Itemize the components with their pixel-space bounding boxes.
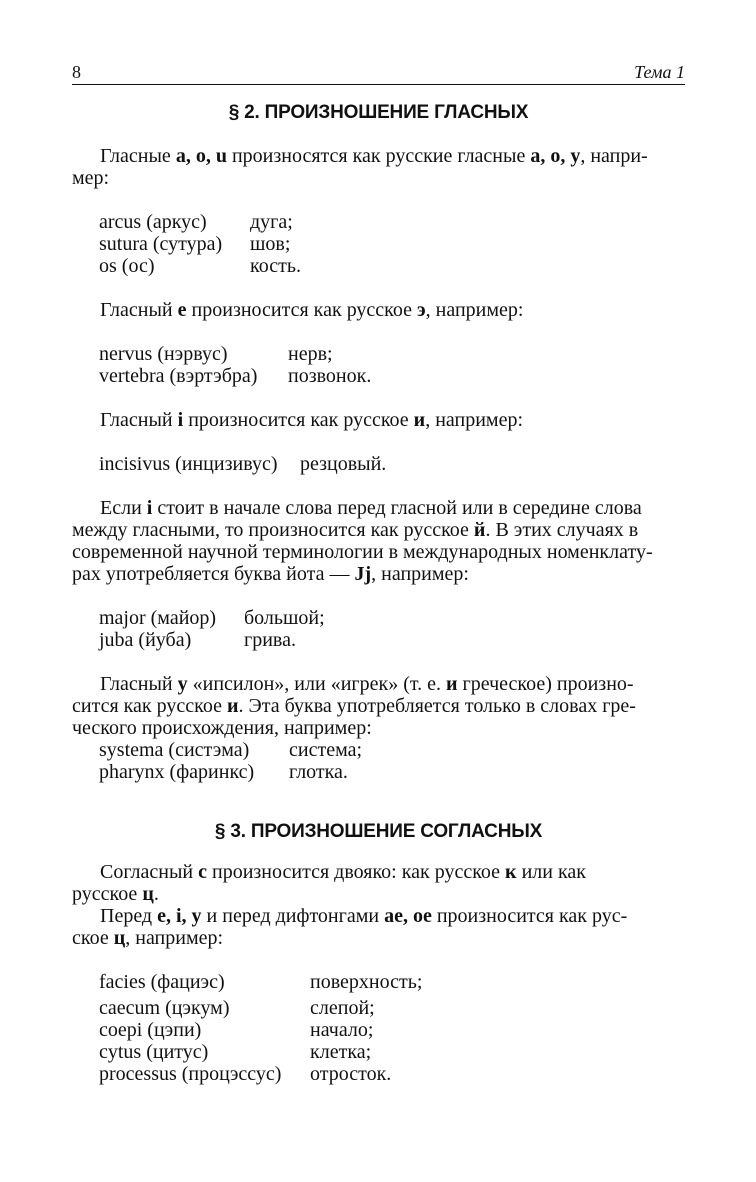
example-row: processus (процэссус) отросток. — [99, 1063, 392, 1085]
paragraph-vowel-y: Гласный y «ипсилон», или «игрек» (т. е. и греческое) произно- сится как русское и. Эта буква употребляется только в словах гре- ческого происхождения, например: — [72, 673, 636, 739]
example-row: nervus (нэрвус) нерв; — [99, 343, 333, 365]
paragraph-c-before-vowels: Перед e, i, y и перед дифтонгами ae, oe произносится как рус- ское ц, например: — [72, 905, 628, 949]
example-row: coepi (цэпи) начало; — [99, 1019, 374, 1041]
example-row: arcus (аркус) дуга; — [99, 211, 293, 233]
section-2-title: § 2. ПРОИЗНОШЕНИЕ ГЛАСНЫХ — [228, 102, 529, 123]
example-row: caecum (цэкум) слепой; — [99, 997, 375, 1019]
example-row: systema (систэма) система; — [99, 739, 363, 761]
example-list-y — [99, 739, 685, 783]
example-row: major (майор) большой; — [99, 607, 325, 629]
page-number: 8 — [72, 62, 81, 82]
paragraph-vowel-i: Гласный i произносится как русское и, например: — [100, 409, 524, 431]
example-list-i — [99, 453, 685, 475]
example-row: juba (йуба) грива. — [99, 629, 296, 651]
example-row: vertebra (вэртэбра) позвонок. — [99, 365, 372, 387]
example-row: pharynx (фаринкс) глотка. — [99, 761, 348, 783]
example-row: os (ос) кость. — [99, 255, 301, 277]
paragraph-vowels-aou: Гласные a, o, u произносятся как русские гласные а, о, у, напри- мер: — [72, 145, 648, 189]
section-3-title: § 3. ПРОИЗНОШЕНИЕ СОГЛАСНЫХ — [214, 821, 543, 842]
book-page — [72, 60, 685, 1085]
paragraph-vowel-e: Гласный e произносится как русское э, например: — [100, 299, 524, 321]
running-header — [72, 60, 685, 85]
example-row: facies (фациэс) поверхность; — [99, 971, 423, 993]
example-list-c — [99, 971, 685, 1085]
example-list-aou — [99, 211, 685, 277]
paragraph-iota: Если i стоит в начале слова перед гласной или в середине слова между гласными, то произносится как русское й. В этих случаях в современной научной терминологии в международных номенклату- рах употребляется буква йота — Jj, например: — [72, 497, 653, 585]
paragraph-consonant-c: Согласный c произносится двояко: как русское к или как русское ц. — [72, 861, 586, 905]
example-list-iota — [99, 607, 685, 651]
example-row: sutura (сутура) шов; — [99, 233, 291, 255]
example-list-e — [99, 343, 685, 387]
example-row: cytus (цитус) клетка; — [99, 1041, 372, 1063]
running-title: Тема 1 — [634, 62, 685, 82]
example-row: incisivus (инцизивус) резцовый. — [99, 453, 387, 475]
